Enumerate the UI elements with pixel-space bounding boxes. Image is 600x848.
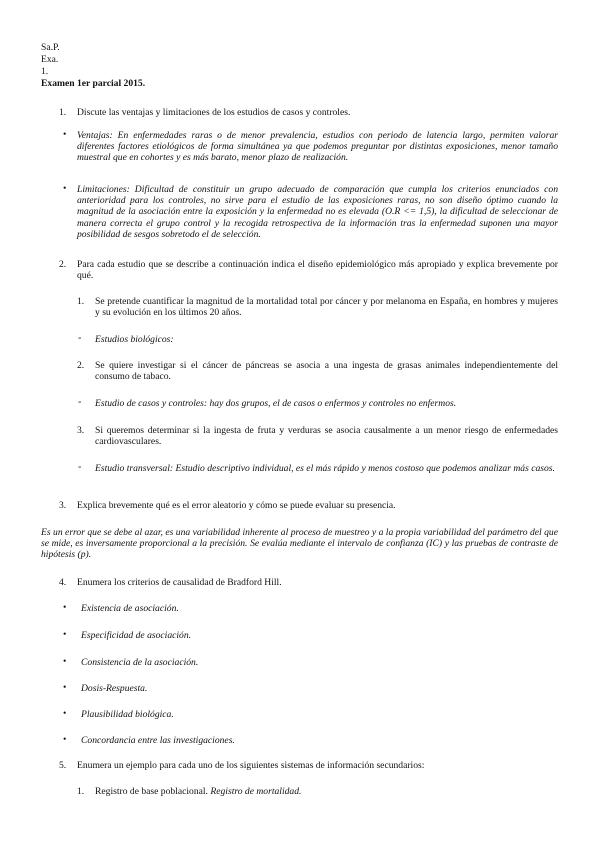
q4-number: 4. [59,577,67,588]
q2-item-2-number: 2. [77,360,85,371]
q3-answer: Es un error que se debe al azar, es una variabilidad inherente al proceso de muestreo y a la propia variabilidad del parámetro del que se mide, es inversamente proporcional a la precisión. Se evalúa mediante el intervalo de confianza (IC) y las pruebas de contraste de hipótesis (p). [41,527,558,561]
q2-item-1-answer: Estudios biológicos: [95,334,174,345]
q5-text: Enumera un ejemplo para cada uno de los siguientes sistemas de información secundarios: [77,760,425,771]
q2-item-3-answer: Estudio transversal: Estudio descriptivo individual, es el más rápido y menos costoso que podemos analizar más casos. [95,463,555,474]
q2-item-3-answer-marker: ◦ [78,462,82,473]
header-line-1: Sa.P. [41,42,60,53]
q4-bullet-6-marker: • [63,734,67,745]
q2-number: 2. [59,259,67,270]
q4-bullet-2-marker: • [63,629,67,640]
q4-criterion: Consistencia de la asociación. [81,657,199,668]
q1-text: Discute las ventajas y limitaciones de los estudios de casos y controles. [77,107,351,118]
q5-item-1-number: 1. [77,786,85,797]
header-line-3: 1. [41,66,49,77]
q2-item-3-text: Si queremos determinar si la ingesta de fruta y verduras se asocia causalmente a un menor riesgo de enfermedades cardiovasculares. [95,425,558,448]
q1-bullet-1-marker: • [63,129,67,140]
q2-item-2-text: Se quiere investigar si el cáncer de páncreas se asocia a una ingesta de grasas animales independientemente del consumo de tabaco. [95,360,558,383]
q5-item-1 [95,786,558,797]
q4-criterion: Especificidad de asociación. [81,630,192,641]
exam-title: Examen 1er parcial 2015. [41,78,146,89]
q5-item-1-text: Registro de base poblacional. [95,786,208,797]
q4-criterion: Existencia de asociación. [81,603,179,614]
q4-criterion: Plausibilidad biológica. [81,709,174,720]
q2-item-1-text: Se pretende cuantificar la magnitud de la mortalidad total por cáncer y por melanoma en España, en hombres y mujeres y su evolución en los últimos 20 años. [95,296,558,319]
q4-criterion: Dosis-Respuesta. [81,683,148,694]
q2-item-2-answer-marker: ◦ [78,397,82,408]
q5-item-1-answer: Registro de mortalidad. [210,786,302,797]
q1-bullet-2-marker: • [63,183,67,194]
q4-bullet-1-marker: • [63,602,67,613]
q1-limitations: Limitaciones: Dificultad de constituir un grupo adecuado de comparación que cumpla los criterios enunciados con anterioridad para los controles, no sirve para el estudio de las exposiciones raras, no son diseño óptimo cuando la magnitud de la asociación entre la exposición y la enfermedad no es elevada (O.R <= 1,5), la dificultad de seleccionar de manera correcta el grupo control y la recogida retrospectiva de la información tras la enfermedad suponen una mayor posibilidad de sesgos sobretodo el de selección. [77,184,558,240]
q4-text: Enumera los criterios de causalidad de Bradford Hill. [77,577,282,588]
q5-number: 5. [59,760,67,771]
q2-item-1-number: 1. [77,296,85,307]
q4-criterion: Concordancia entre las investigaciones. [81,735,235,746]
q3-number: 3. [59,500,67,511]
q1-number: 1. [59,107,67,118]
q4-bullet-4-marker: • [63,682,67,693]
q1-advantages: Ventajas: En enfermedades raras o de menor prevalencia, estudios con periodo de latencia largo, permiten valorar diferentes factores etiológicos de forma simultánea ya que podemos preguntar por distintas exposiciones, menor tamaño muestral que en cohortes y es más barato, menor plazo de realización. [77,130,558,164]
q4-bullet-3-marker: • [63,656,67,667]
q3-text: Explica brevemente qué es el error aleatorio y cómo se puede evaluar su presencia. [77,500,396,511]
q4-bullet-5-marker: • [63,708,67,719]
q2-text: Para cada estudio que se describe a continuación indica el diseño epidemiológico más apropiado y explica brevemente por qué. [77,259,558,282]
q2-item-3-number: 3. [77,425,85,436]
q2-item-1-answer-marker: ◦ [78,333,82,344]
header-line-2: Exa. [41,54,59,65]
q2-item-2-answer: Estudio de casos y controles: hay dos grupos, el de casos o enfermos y controles no enfermos. [95,398,457,409]
